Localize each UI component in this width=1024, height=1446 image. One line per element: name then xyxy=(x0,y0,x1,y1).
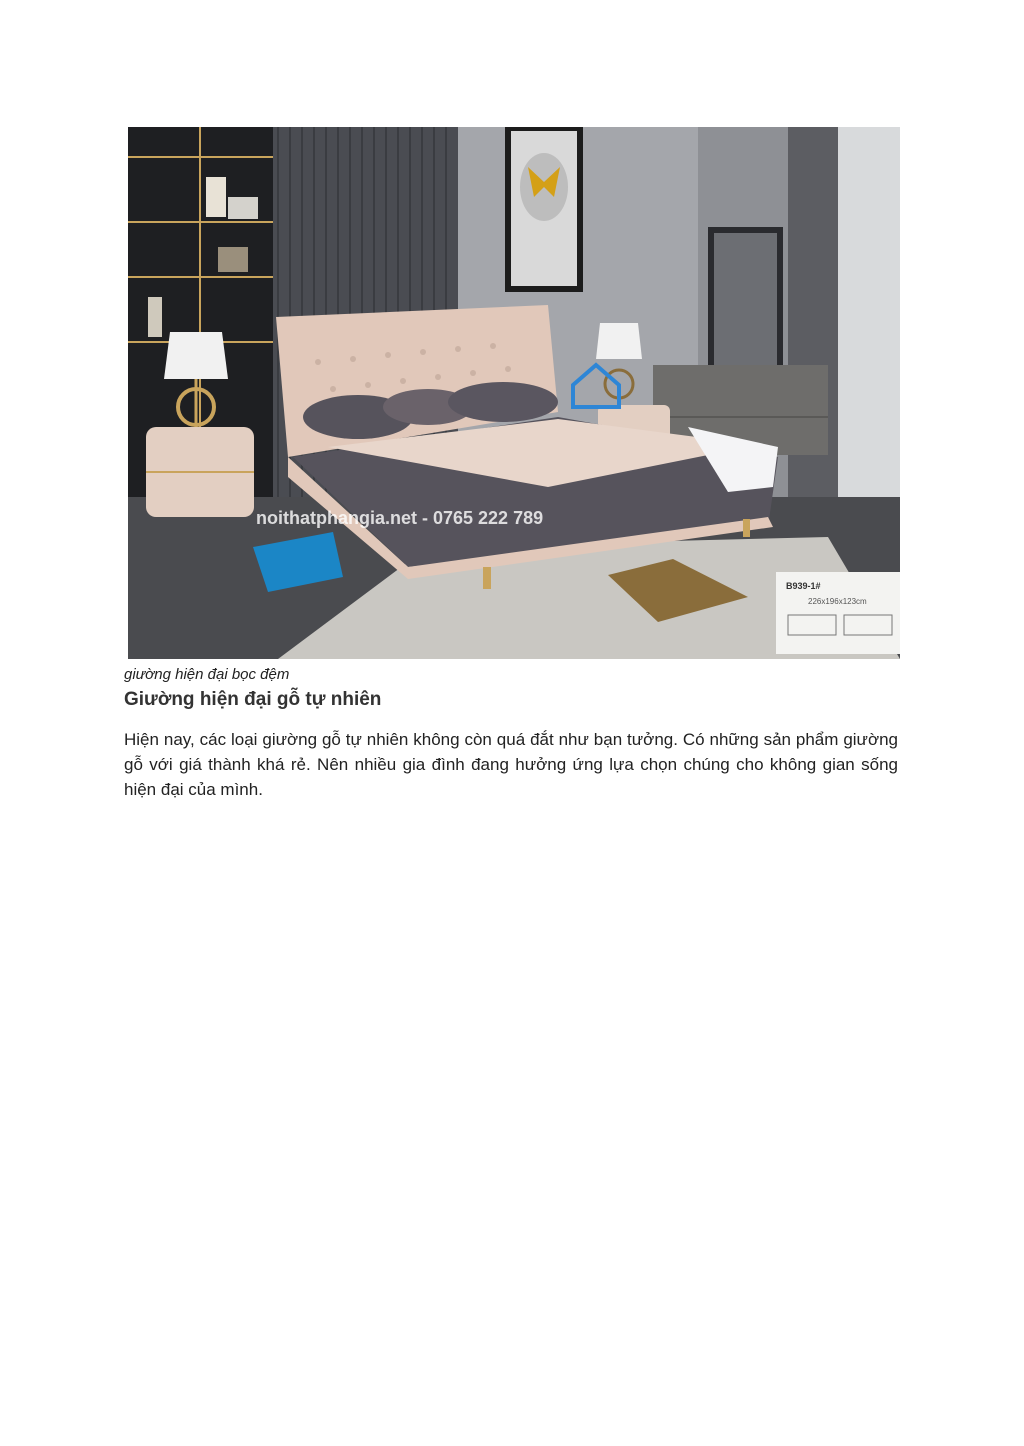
size-label: 226x196x123cm xyxy=(808,597,867,606)
body-paragraph: Hiện nay, các loại giường gỗ tự nhiên không còn quá đắt như bạn tưởng. Có những sản phẩm giường gỗ với giá thành khá rẻ. Nên nhiều gia đình đang hưởng ứng lựa chọn chúng cho không gian sống hiện đại của mình. xyxy=(124,730,898,799)
curtain xyxy=(788,127,838,557)
bedroom-illustration xyxy=(128,127,900,659)
pillow xyxy=(448,382,558,422)
photo-watermark: noithatphangia.net - 0765 222 789 xyxy=(256,508,544,528)
model-label: B939-1# xyxy=(786,581,821,591)
lamp-right xyxy=(596,323,642,359)
bed-leg xyxy=(743,519,750,537)
window xyxy=(828,127,900,547)
bedroom-photo xyxy=(128,127,900,659)
section-heading: Giường hiện đại gỗ tự nhiên xyxy=(124,689,382,710)
lamp-left xyxy=(164,332,228,379)
bed-leg xyxy=(483,567,491,589)
image-caption: giường hiện đại bọc đệm xyxy=(124,666,290,683)
